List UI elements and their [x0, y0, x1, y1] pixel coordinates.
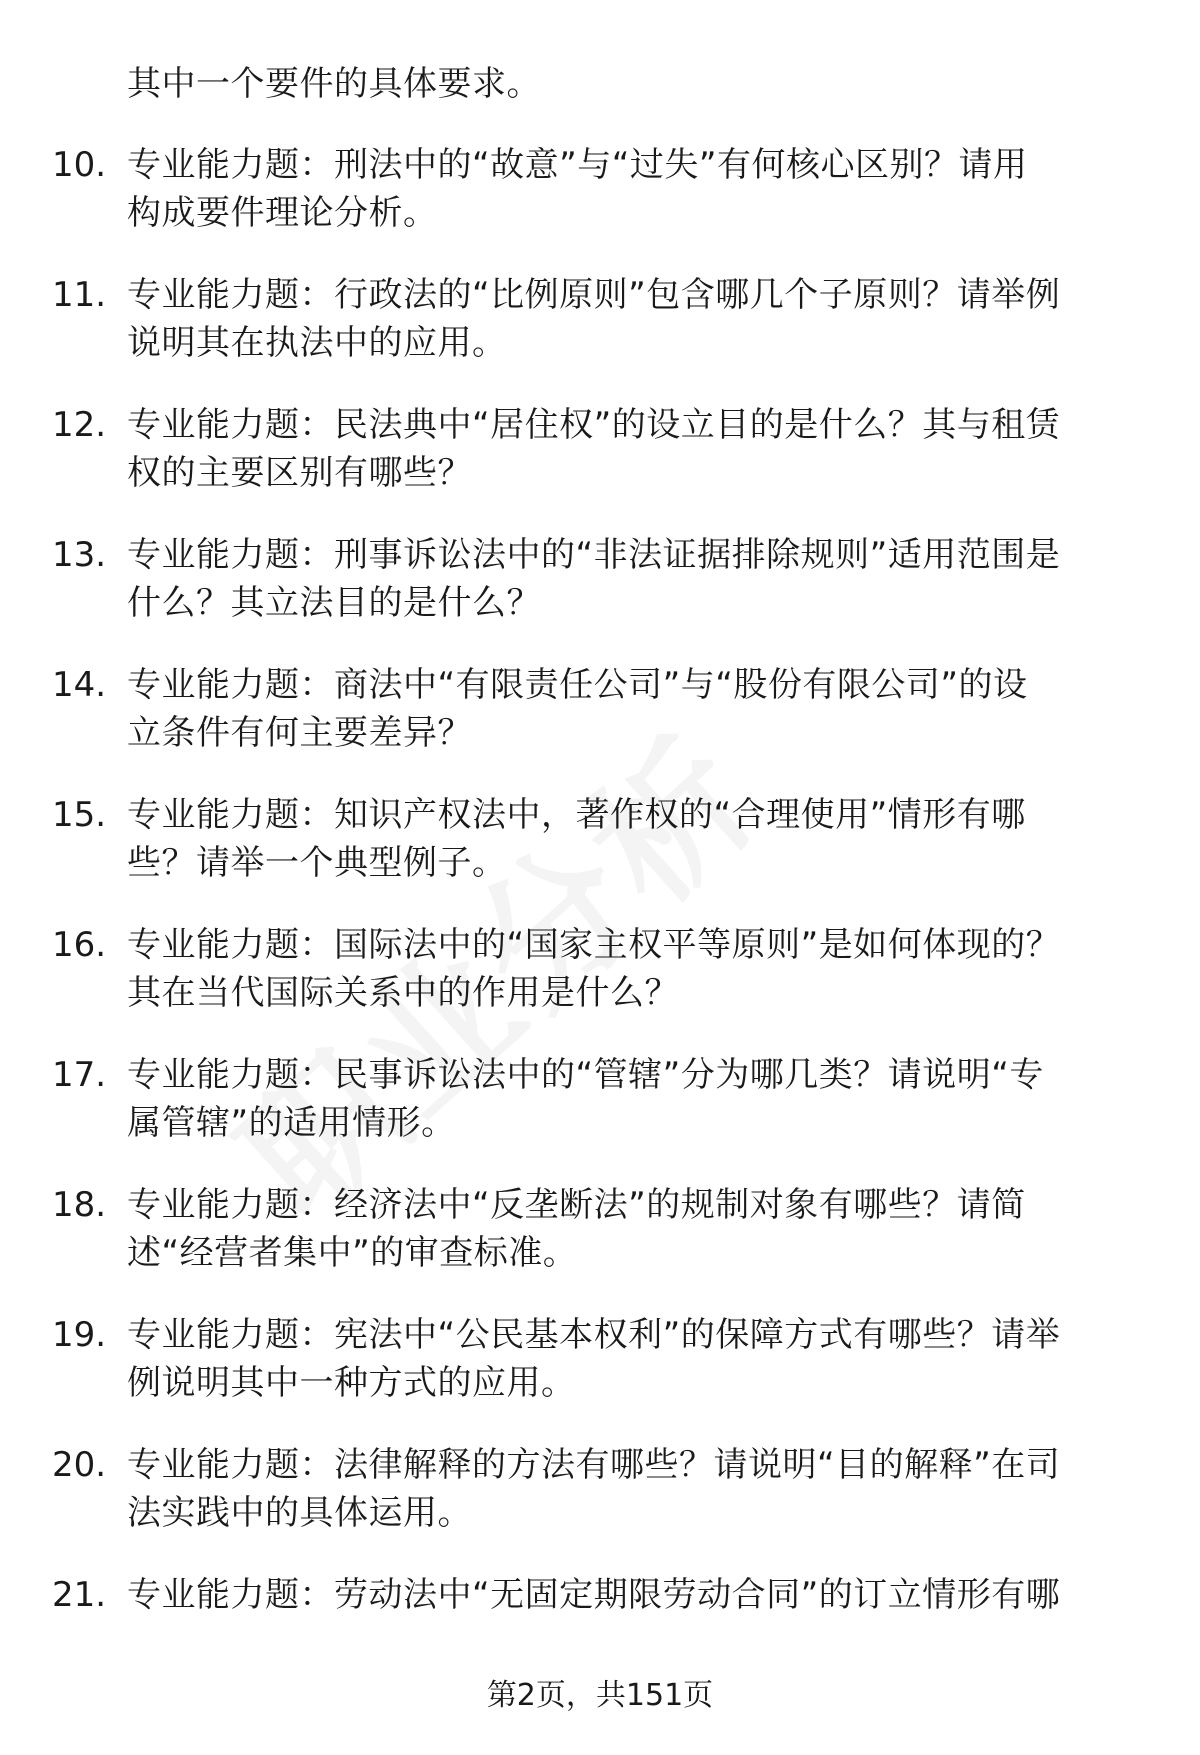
item-text-line: 专业能力题：行政法的“比例原则”包含哪几个子原则？请举例 — [127, 275, 1061, 315]
item-text-line: 专业能力题：民法典中“居住权”的设立目的是什么？其与租赁 — [127, 405, 1061, 445]
item-number: 17. — [52, 1055, 107, 1095]
list-item — [0, 661, 1200, 791]
item-text-line: 例说明其中一种方式的应用。 — [127, 1363, 576, 1403]
list-item — [0, 1181, 1200, 1311]
list-item — [0, 531, 1200, 661]
list-item — [0, 271, 1200, 401]
list-item — [0, 791, 1200, 921]
item-number: 21. — [52, 1575, 107, 1615]
item-text-line: 法实践中的具体运用。 — [127, 1493, 472, 1533]
item-text-line: 专业能力题：知识产权法中，著作权的“合理使用”情形有哪 — [127, 795, 1026, 835]
item-number: 14. — [52, 665, 107, 705]
item-number: 20. — [52, 1445, 107, 1485]
item-text-line: 什么？其立法目的是什么？ — [127, 583, 541, 623]
list-item — [0, 1441, 1200, 1571]
list-item — [0, 921, 1200, 1051]
item-text-line: 专业能力题：民事诉讼法中的“管辖”分为哪几类？请说明“专 — [127, 1055, 1044, 1095]
item-text-line: 属管辖”的适用情形。 — [127, 1103, 456, 1143]
item-number: 18. — [52, 1185, 107, 1225]
item-text-line: 其在当代国际关系中的作用是什么？ — [127, 973, 679, 1013]
item-number: 15. — [52, 795, 107, 835]
item-number: 19. — [52, 1315, 107, 1355]
item-text-line: 构成要件理论分析。 — [127, 193, 438, 233]
item-text-line: 专业能力题：法律解释的方法有哪些？请说明“目的解释”在司 — [127, 1445, 1061, 1485]
item-text-line: 专业能力题：刑法中的“故意”与“过失”有何核心区别？请用 — [127, 145, 1028, 185]
item-text-line: 专业能力题：国际法中的“国家主权平等原则”是如何体现的？ — [127, 925, 1061, 965]
page-number-footer: 第2页，共151页 — [486, 1678, 714, 1713]
list-item — [0, 1311, 1200, 1441]
continued-text-line: 其中一个要件的具体要求。 — [127, 64, 541, 104]
item-number: 16. — [52, 925, 107, 965]
item-number: 12. — [52, 405, 107, 445]
question-list — [0, 141, 1200, 1701]
item-text-line: 述“经营者集中”的审查标准。 — [127, 1233, 578, 1273]
item-text-line: 些？请举一个典型例子。 — [127, 843, 507, 883]
item-text-line: 专业能力题：刑事诉讼法中的“非法证据排除规则”适用范围是 — [127, 535, 1061, 575]
list-item — [0, 141, 1200, 271]
item-text-line: 专业能力题：劳动法中“无固定期限劳动合同”的订立情形有哪 — [127, 1575, 1061, 1615]
item-number: 10. — [52, 145, 107, 185]
list-item — [0, 401, 1200, 531]
item-text-line: 权的主要区别有哪些？ — [127, 453, 472, 493]
item-text-line: 立条件有何主要差异？ — [127, 713, 472, 753]
item-text-line: 专业能力题：经济法中“反垄断法”的规制对象有哪些？请简 — [127, 1185, 1026, 1225]
item-number: 11. — [52, 275, 107, 315]
item-text-line: 专业能力题：宪法中“公民基本权利”的保障方式有哪些？请举 — [127, 1315, 1061, 1355]
list-item — [0, 1051, 1200, 1181]
item-number: 13. — [52, 535, 107, 575]
item-text-line: 说明其在执法中的应用。 — [127, 323, 507, 363]
item-text-line: 专业能力题：商法中“有限责任公司”与“股份有限公司”的设 — [127, 665, 1028, 705]
